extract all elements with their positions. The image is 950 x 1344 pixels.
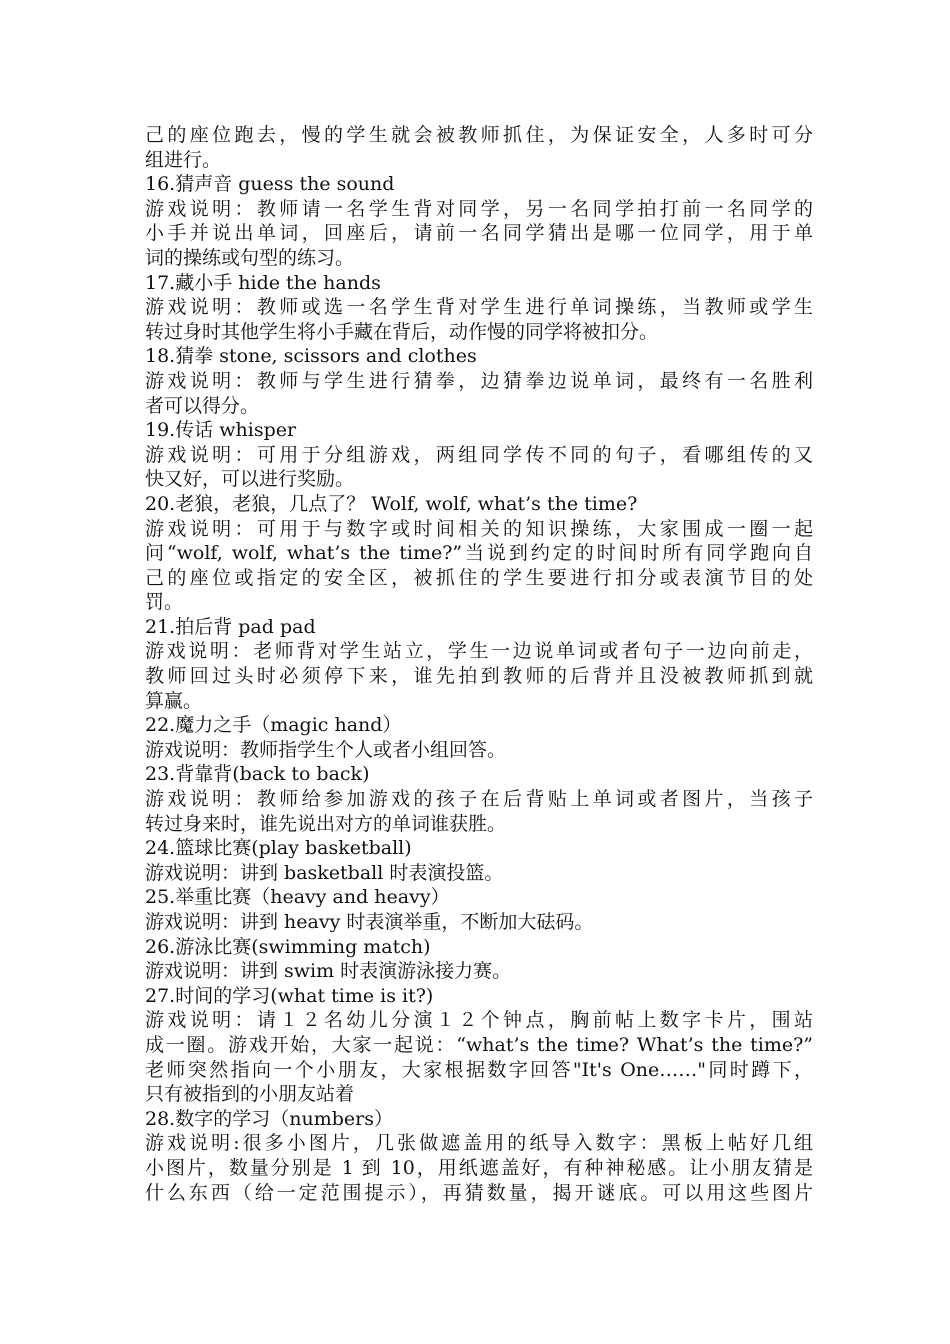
section-heading-28: 28.数字的学习（numbers）	[145, 1107, 393, 1130]
section-heading-19: 19.传话 whisper	[145, 419, 297, 442]
text-line-2: 组进行。	[145, 148, 222, 171]
text-line-20: 罚。	[145, 591, 184, 614]
section-heading-26: 26.游泳比赛(swimming match)	[145, 935, 431, 958]
text-line-42: 游戏说明:很多小图片，几张做遮盖用的纸导入数字：黑板上帖好几组	[145, 1132, 813, 1155]
section-heading-23: 23.背靠背(back to back)	[145, 763, 370, 786]
section-heading-20: 20.老狼，老狼，几点了？ Wolf, wolf, what’s the time?	[145, 492, 638, 515]
text-line-29: 转过身来时，谁先说出对方的单词谁获胜。	[145, 812, 507, 835]
text-line-43: 小图片，数量分别是 1 到 10，用纸遮盖好，有种神秘感。让小朋友猜是	[145, 1156, 813, 1179]
text-line-8: 游戏说明：教师或选一名学生背对学生进行单词操练，当教师或学生	[145, 296, 813, 319]
section-heading-22: 22.魔力之手（magic hand）	[145, 714, 402, 737]
text-line-17: 游戏说明：可用于与数字或时间相关的知识操练，大家围成一圈一起	[145, 517, 813, 540]
text-line-11: 游戏说明：教师与学生进行猜拳，边猜拳边说单词，最终有一名胜利	[145, 369, 813, 392]
text-line-31: 游戏说明：讲到 basketball 时表演投篮。	[145, 861, 504, 884]
text-line-19: 己的座位或指定的安全区，被抓住的学生要进行扣分或表演节目的处	[145, 566, 813, 589]
section-heading-18: 18.猜拳 stone, scissors and clothes	[145, 345, 477, 368]
text-line-22: 游戏说明：老师背对学生站立，学生一边说单词或者句子一边向前走，	[145, 640, 813, 663]
text-line-33: 游戏说明：讲到 heavy 时表演举重，不断加大砝码。	[145, 911, 594, 933]
section-heading-27: 27.时间的学习(what time is it?)	[145, 984, 434, 1007]
section-heading-16: 16.猜声音 guess the sound	[145, 173, 395, 196]
text-line-1: 己的座位跑去，慢的学生就会被教师抓住，为保证安全，人多时可分	[145, 124, 813, 146]
text-line-26: 游戏说明：教师指学生个人或者小组回答。	[145, 738, 507, 761]
text-line-15: 快又好，可以进行奖励。	[145, 468, 355, 491]
text-line-44: 什么东西（给一定范围提示），再猜数量，揭开谜底。可以用这些图片	[145, 1181, 813, 1204]
text-line-38: 成一圈。游戏开始，大家一起说：“what’s the time? What’s the time?”	[145, 1033, 813, 1056]
text-line-40: 只有被指到的小朋友站着	[145, 1083, 355, 1106]
text-line-4: 游戏说明：教师请一名学生背对同学，另一名同学拍打前一名同学的	[145, 197, 813, 220]
document-page	[145, 123, 813, 1205]
section-heading-17: 17.藏小手 hide the hands	[145, 271, 381, 294]
text-line-35: 游戏说明：讲到 swim 时表演游泳接力赛。	[145, 960, 512, 983]
text-line-24: 算赢。	[145, 689, 203, 712]
text-line-23: 教师回过头时必须停下来，谁先拍到教师的后背并且没被教师抓到就	[145, 665, 813, 688]
text-line-18: 问“wolf, wolf, what’s the time?”当说到约定的时间时所有同学跑向自	[145, 542, 813, 565]
text-line-5: 小手并说出单词，回座后，请前一名同学猜出是哪一位同学，用于单	[145, 222, 813, 245]
section-heading-21: 21.拍后背 pad pad	[145, 615, 316, 638]
section-heading-25: 25.举重比赛（heavy and heavy）	[145, 886, 450, 909]
text-line-37: 游戏说明：请１２名幼儿分演１２个钟点，胸前帖上数字卡片，围站	[145, 1009, 813, 1032]
text-line-12: 者可以得分。	[145, 394, 260, 417]
text-line-39: 老师突然指向一个小朋友，大家根据数字回答"It's One……"同时蹲下，	[145, 1058, 813, 1081]
section-heading-24: 24.篮球比赛(play basketball)	[145, 837, 412, 860]
text-line-9: 转过身时其他学生将小手藏在背后，动作慢的同学将被扣分。	[145, 320, 659, 343]
text-line-28: 游戏说明：教师给参加游戏的孩子在后背贴上单词或者图片，当孩子	[145, 788, 813, 811]
text-line-14: 游戏说明：可用于分组游戏，两组同学传不同的句子，看哪组传的又	[145, 443, 813, 466]
text-line-6: 词的操练或句型的练习。	[145, 246, 355, 269]
